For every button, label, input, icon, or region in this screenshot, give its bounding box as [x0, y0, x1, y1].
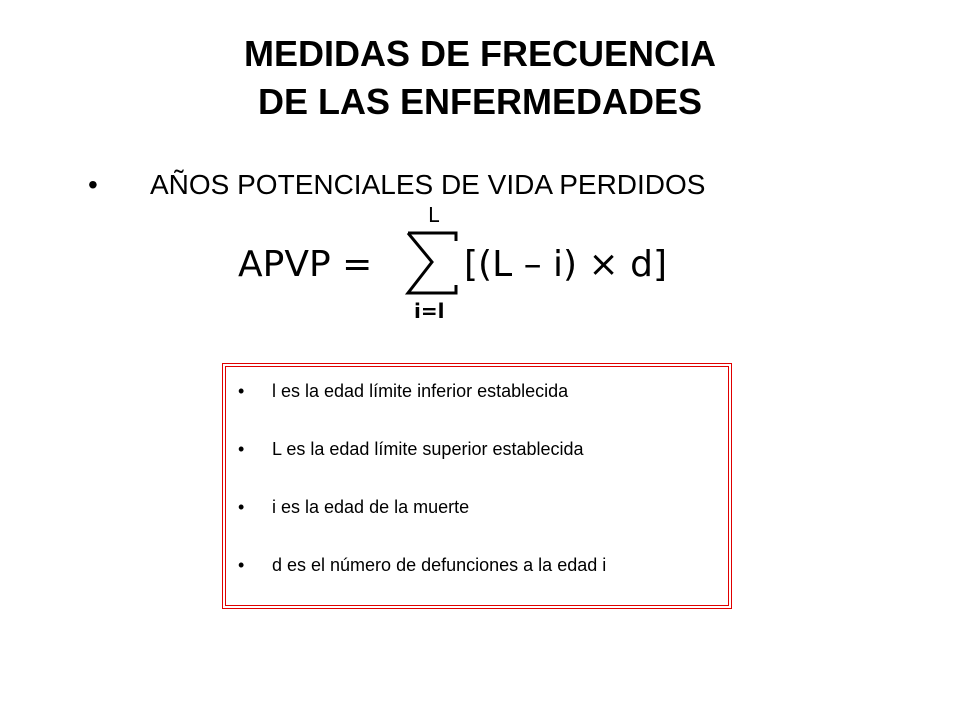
bullet-glyph: •	[88, 169, 98, 200]
definitions-list	[238, 379, 606, 611]
definition-text: l es la edad límite inferior establecida	[272, 381, 569, 401]
title-line-2: DE LAS ENFERMEDADES	[257, 81, 703, 122]
bullet-glyph: •	[238, 555, 245, 575]
apvp-formula	[234, 200, 714, 330]
definition-item	[238, 379, 606, 437]
slide-title	[0, 30, 960, 126]
definition-item	[238, 495, 606, 553]
formula-body: [(L – i) × d]	[464, 244, 668, 285]
formula-graphic	[234, 200, 714, 330]
sigma-icon	[408, 233, 456, 293]
title-line-1: MEDIDAS DE FRECUENCIA	[243, 33, 717, 74]
definition-text: i es la edad de la muerte	[272, 497, 470, 517]
subtitle-text: AÑOS POTENCIALES DE VIDA PERDIDOS	[150, 169, 706, 200]
bullet-glyph: •	[238, 381, 245, 401]
definition-text: L es la edad límite superior establecida	[272, 439, 584, 459]
definition-item	[238, 437, 606, 495]
definitions-box	[222, 363, 732, 609]
subtitle-bullet-item	[88, 167, 705, 203]
sum-lower-limit: i=l	[414, 299, 445, 323]
bullet-glyph: •	[238, 439, 245, 459]
formula-lhs: APVP =	[238, 244, 373, 285]
bullet-glyph: •	[238, 497, 245, 517]
sum-upper-limit: L	[428, 203, 440, 227]
definition-item	[238, 553, 606, 611]
definition-text: d es el número de defunciones a la edad i	[272, 555, 607, 575]
